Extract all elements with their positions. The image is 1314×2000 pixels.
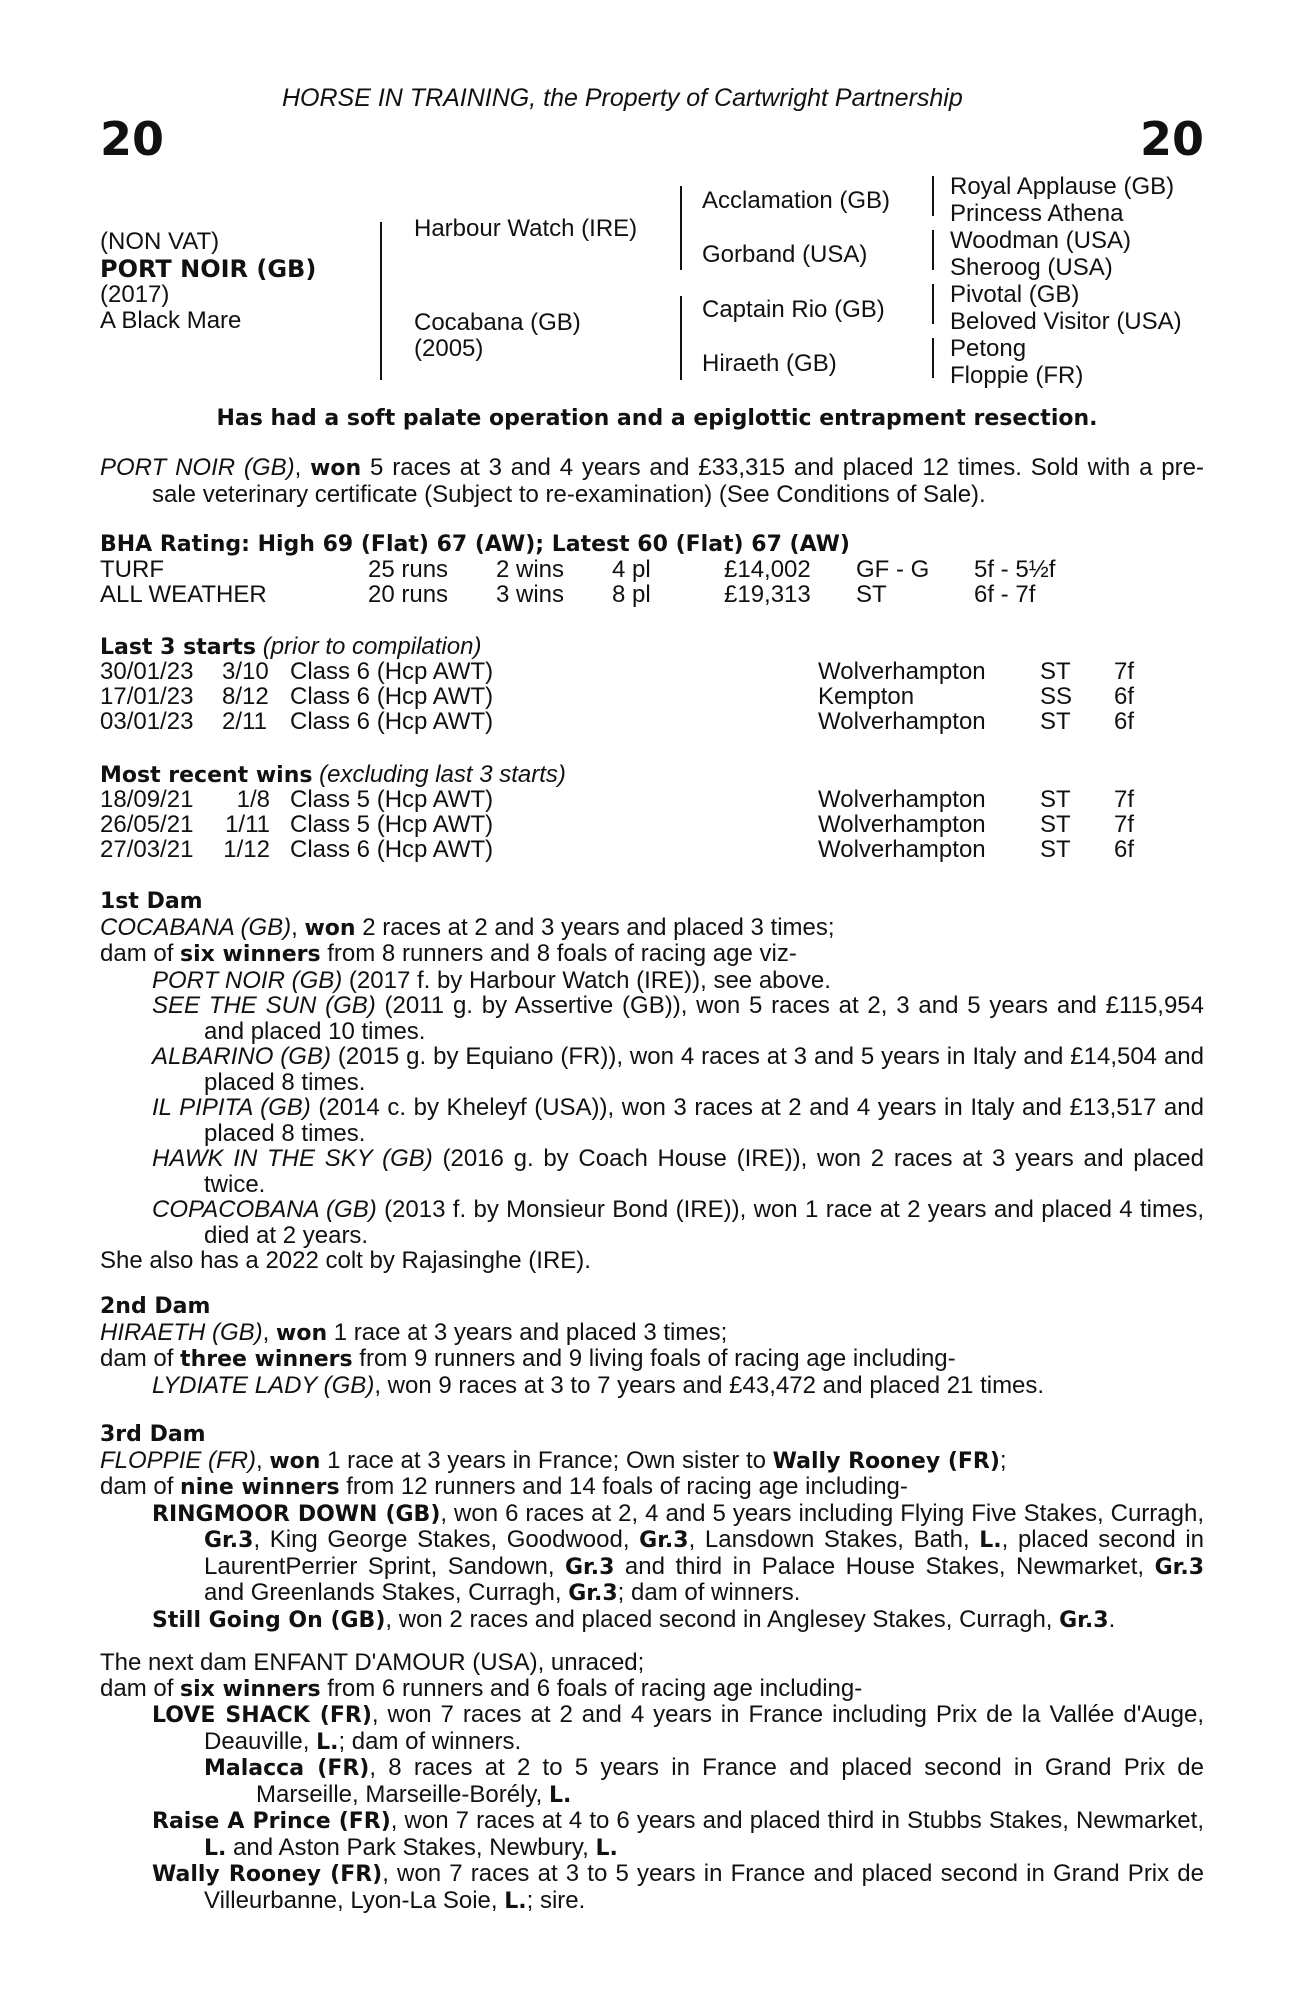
first-dam-section: 1st Dam COCABANA (GB), won 2 races at 2 and 3 years and placed 3 times; dam of six winners from 8 runners and 8 foals of racing age viz- PORT NOIR (GB) (2017 f. by Harbour Watch (IRE)), see above. SEE THE SUN (GB) (2011 g. by Assertive (GB)), won 5 races at 2, 3 and 5 years and £115,954 and placed 10 times. ALBARINO (GB) (2015 g. by Equiano (FR)), won 4 races at 3 and 5 years in Italy and £14,504 and placed 8 times. IL PIPITA (GB) (2014 c. by Kheleyf (USA)), won 3 races at 2 and 4 years in Italy and £13,517 and placed 8 times. HAWK IN THE SKY (GB) (2016 g. by Coach House (IRE)), won 2 races at 3 years and placed twice. COPACOBANA (GB) (2013 f. by Monsieur Bond (IRE)), won 1 race at 2 years and placed 4 times, died at 2 years. She also has a 2022 colt by Rajasinghe (IRE). xyxy=(100,889,1205,1274)
rating-runs: 20 runs xyxy=(368,581,449,608)
listed-grade: L. xyxy=(204,1835,227,1861)
dam-of-label: dam of xyxy=(100,940,181,967)
progeny-name: LOVE SHACK (FR) xyxy=(152,1703,372,1728)
start-course: Kempton xyxy=(818,683,915,710)
summary-won: won xyxy=(310,456,362,481)
last-starts-title: Last 3 starts xyxy=(100,635,257,660)
win-date: 18/09/21 xyxy=(100,786,194,813)
next-dam-intro: The next dam ENFANT D'AMOUR (USA), unraced; xyxy=(100,1649,645,1676)
own-sister-name: Wally Rooney (FR) xyxy=(772,1448,1000,1474)
start-date: 03/01/23 xyxy=(100,708,194,735)
rating-row-all-weather xyxy=(100,582,1200,607)
progeny-record: ; dam of winners. xyxy=(617,1579,801,1606)
rating-wins: 2 wins xyxy=(496,556,565,583)
progeny-name: Raise A Prince (FR) xyxy=(152,1809,391,1834)
third-dam-record: 1 race at 3 years in France; Own sister to xyxy=(320,1446,773,1474)
start-course: Wolverhampton xyxy=(818,708,986,735)
recent-wins-title: Most recent wins xyxy=(100,763,313,788)
second-dam-heading: 2nd Dam xyxy=(100,1294,211,1319)
start-position: 3/10 xyxy=(222,658,269,685)
pedigree-brace-2 xyxy=(680,186,682,270)
bha-rating: BHA Rating: High 69 (Flat) 67 (AW); Latest 60 (Flat) 67 (AW) xyxy=(100,532,850,557)
progeny-record: ; dam of winners. xyxy=(338,1727,522,1755)
listed-grade: L. xyxy=(979,1528,1002,1553)
group-grade: Gr.3 xyxy=(564,1554,615,1580)
second-dam-record: 1 race at 3 years and placed 3 times; xyxy=(327,1318,728,1346)
first-dam-also: She also has a 2022 colt by Rajasinghe (IRE). xyxy=(100,1247,591,1274)
progeny-name: PORT NOIR (GB) xyxy=(152,966,343,994)
punctuation: ; xyxy=(999,1446,1007,1474)
pedigree-sire-sire: Acclamation (GB) xyxy=(702,187,891,214)
win-class: Class 6 (Hcp AWT) xyxy=(290,836,494,863)
punctuation: . xyxy=(1108,1605,1116,1633)
dam-of-label: dam of xyxy=(100,1473,181,1500)
progeny-record: , 8 races at 2 to 5 years in France and placed second in Grand Prix de Marseille, Marseille-Borély, xyxy=(256,1754,1205,1808)
next-dam-winners: six winners xyxy=(180,1676,321,1702)
progeny-record: ; sire. xyxy=(526,1886,586,1914)
pedigree-g1: Royal Applause (GB) xyxy=(950,173,1175,200)
progeny-name: Still Going On (GB) xyxy=(152,1607,386,1633)
start-distance: 6f xyxy=(1114,683,1135,710)
progeny-name: ALBARINO (GB) xyxy=(152,1043,331,1070)
vat-status: (NON VAT) xyxy=(100,228,220,255)
rating-runs: 25 runs xyxy=(368,556,449,583)
next-dam-foals: from 6 runners and 6 foals of racing age including- xyxy=(320,1674,863,1702)
second-dam-section: 2nd Dam HIRAETH (GB), won 1 race at 3 years and placed 3 times; dam of three winners from 9 runners and 9 living foals of racing age including- LYDIATE LADY (GB), won 9 races at 3 to 7 years and £43,472 and placed 21 times. xyxy=(100,1294,1045,1399)
progeny-name: LYDIATE LADY (GB) xyxy=(152,1371,375,1399)
rating-distance: 6f - 7f xyxy=(974,581,1036,608)
rating-placed: 4 pl xyxy=(612,556,651,583)
last-starts-heading xyxy=(100,634,481,660)
win-course: Wolverhampton xyxy=(818,786,986,813)
third-dam-winners: nine winners xyxy=(180,1475,340,1500)
first-dam-winners: six winners xyxy=(180,942,321,967)
race-summary: PORT NOIR (GB), won 5 races at 3 and 4 years and £33,315 and placed 12 times. Sold with a pre-sale veterinary certificate (Subject to re-examination) (See Conditions of Sale). xyxy=(100,454,1204,508)
win-going: ST xyxy=(1040,786,1071,813)
progeny-record: (2014 c. by Kheleyf (USA)), won 3 races at 2 and 4 years in Italy and £13,517 and placed 8 times. xyxy=(204,1094,1204,1147)
rating-surface: ALL WEATHER xyxy=(100,581,267,608)
start-going: ST xyxy=(1040,658,1071,685)
start-course: Wolverhampton xyxy=(818,658,986,685)
dam-of-label: dam of xyxy=(100,1345,181,1372)
progeny-record: , King George Stakes, Goodwood, xyxy=(253,1526,640,1553)
rating-row-turf xyxy=(100,557,1200,582)
progeny-record: (2016 g. by Coach House (IRE)), won 2 races at 3 years and placed twice. xyxy=(204,1145,1204,1198)
group-grade: Gr.3 xyxy=(204,1528,254,1553)
start-date: 30/01/23 xyxy=(100,658,194,685)
start-going: ST xyxy=(1040,708,1071,735)
win-course: Wolverhampton xyxy=(818,811,986,838)
progeny-record: , Lansdown Stakes, Bath, xyxy=(688,1526,980,1553)
start-row xyxy=(100,659,1200,684)
listed-grade: L. xyxy=(595,1835,618,1861)
rating-wins: 3 wins xyxy=(496,581,565,608)
win-date: 26/05/21 xyxy=(100,811,194,838)
listed-grade: L. xyxy=(504,1888,527,1914)
group-grade: Gr.3 xyxy=(568,1581,618,1606)
start-position: 8/12 xyxy=(222,683,269,710)
win-row xyxy=(100,787,1200,812)
group-grade: Gr.3 xyxy=(1059,1607,1109,1633)
first-dam-won: won xyxy=(304,915,356,941)
first-dam-name: COCABANA (GB) xyxy=(100,913,292,941)
group-grade: Gr.3 xyxy=(1154,1554,1204,1580)
summary-text: 5 races at 3 and 4 years and £33,315 and placed 12 times. Sold with a pre-sale veterinary certificate (Subject to re-examination) (See Conditions of Sale). xyxy=(152,454,1204,508)
second-dam-name: HIRAETH (GB) xyxy=(100,1318,263,1346)
pedigree-g7: Petong xyxy=(950,335,1027,362)
pedigree-g2: Princess Athena xyxy=(950,200,1124,227)
first-dam-record: 2 races at 2 and 3 years and placed 3 times; xyxy=(355,913,835,941)
progeny-record: (2013 f. by Monsieur Bond (IRE)), won 1 race at 2 years and placed 4 times, died at 2 years. xyxy=(204,1196,1204,1249)
pedigree-dam-sire: Captain Rio (GB) xyxy=(702,296,885,323)
pedigree-g4: Sheroog (USA) xyxy=(950,254,1113,281)
progeny-record: , won 7 races at 3 to 5 years in France and placed second in Grand Prix de Villeurbanne, Lyon-La Soie, xyxy=(204,1860,1204,1914)
summary-horse-name: PORT NOIR (GB) xyxy=(100,454,295,481)
pedigree-dam: Cocabana (GB) xyxy=(414,309,581,336)
second-dam-foals: from 9 runners and 9 living foals of racing age including- xyxy=(352,1345,956,1372)
progeny-record: and Aston Park Stakes, Newbury, xyxy=(226,1833,596,1861)
pedigree-dam-dam: Hiraeth (GB) xyxy=(702,350,837,377)
win-distance: 6f xyxy=(1114,836,1135,863)
pedigree-g5: Pivotal (GB) xyxy=(950,281,1080,308)
third-dam-won: won xyxy=(269,1448,321,1474)
start-class: Class 6 (Hcp AWT) xyxy=(290,683,494,710)
progeny-name: IL PIPITA (GB) xyxy=(152,1094,311,1121)
pedigree-g3: Woodman (USA) xyxy=(950,227,1131,254)
progeny-record: , won 9 races at 3 to 7 years and £43,472 and placed 21 times. xyxy=(374,1371,1045,1399)
win-row xyxy=(100,812,1200,837)
veterinary-notice: Has had a soft palate operation and a epiglottic entrapment resection. xyxy=(216,406,1098,431)
pedigree-sire-dam: Gorband (USA) xyxy=(702,241,868,268)
win-position: 1/12 xyxy=(223,836,270,863)
win-going: ST xyxy=(1040,836,1071,863)
listed-grade: L. xyxy=(316,1729,339,1755)
dam-of-label: dam of xyxy=(100,1674,181,1702)
rating-placed: 8 pl xyxy=(612,581,651,608)
progeny-record: , placed second in LaurentPerrier Sprint, Sandown, xyxy=(204,1526,1205,1580)
rating-surface: TURF xyxy=(100,556,164,583)
start-distance: 7f xyxy=(1114,658,1135,685)
progeny-record: , won 7 races at 2 and 4 years in France including Prix de la Vallée d'Auge, Deauville, xyxy=(204,1701,1204,1755)
win-distance: 7f xyxy=(1114,786,1135,813)
progeny-name: COPACOBANA (GB) xyxy=(152,1196,377,1223)
pedigree-dam-year: (2005) xyxy=(414,335,484,362)
rating-going: ST xyxy=(856,581,887,608)
win-course: Wolverhampton xyxy=(818,836,986,863)
horse-description: A Black Mare xyxy=(100,307,242,334)
start-class: Class 6 (Hcp AWT) xyxy=(290,708,494,735)
rating-going: GF - G xyxy=(856,556,930,583)
third-dam-name: FLOPPIE (FR) xyxy=(100,1446,257,1474)
pedigree-brace-6 xyxy=(932,284,934,324)
pedigree-brace-5 xyxy=(932,230,934,270)
progeny-record: (2017 f. by Harbour Watch (IRE)), see above. xyxy=(342,966,831,994)
pedigree-brace-7 xyxy=(932,338,934,378)
third-dam-section: 3rd Dam FLOPPIE (FR), won 1 race at 3 years in France; Own sister to Wally Rooney (FR); dam of nine winners from 12 runners and 14 foals of racing age including- RINGMOOR DOWN (GB), won 6 races at 2, 4 and 5 years including Flying Five Stakes, Curragh, Gr.3, King George Stakes, Goodwood, Gr.3, Lansdown Stakes, Bath, L., placed second in LaurentPerrier Sprint, Sandown, Gr.3 and third in Palace House Stakes, Newmarket, Gr.3 and Greenlands Stakes, Curragh, Gr.3; dam of winners. Still Going On (GB), won 2 races and placed second in Anglesey Stakes, Curragh, Gr.3. xyxy=(100,1422,1205,1633)
group-grade: Gr.3 xyxy=(639,1528,689,1553)
horse-year: (2017) xyxy=(100,281,170,308)
horse-name: PORT NOIR (GB) xyxy=(100,255,317,283)
third-dam-heading: 3rd Dam xyxy=(100,1422,206,1447)
progeny-name: Wally Rooney (FR) xyxy=(152,1862,383,1887)
progeny-name: Malacca (FR) xyxy=(204,1756,370,1781)
start-distance: 6f xyxy=(1114,708,1135,735)
rating-prize-money: £19,313 xyxy=(724,581,811,608)
lot-number-left: 20 xyxy=(100,112,165,166)
progeny-name: RINGMOOR DOWN (GB) xyxy=(152,1501,441,1527)
next-dam-section xyxy=(100,1650,1204,1914)
second-dam-winners: three winners xyxy=(180,1347,353,1372)
first-dam-foals: from 8 runners and 8 foals of racing age viz- xyxy=(320,940,797,967)
progeny-record: and Greenlands Stakes, Curragh, xyxy=(204,1579,569,1606)
pedigree-brace-4 xyxy=(932,176,934,216)
pedigree-brace-1 xyxy=(380,222,382,380)
win-position: 1/11 xyxy=(225,811,270,838)
catalogue-header: HORSE IN TRAINING, the Property of Cartwright Partnership xyxy=(282,84,963,112)
pedigree-g8: Floppie (FR) xyxy=(950,362,1084,389)
progeny-record: and third in Palace House Stakes, Newmarket, xyxy=(614,1552,1155,1580)
progeny-record: , won 2 races and placed second in Anglesey Stakes, Curragh, xyxy=(385,1605,1060,1633)
start-going: SS xyxy=(1040,683,1073,710)
recent-wins-heading xyxy=(100,762,566,788)
start-row xyxy=(100,684,1200,709)
progeny-record: (2011 g. by Assertive (GB)), won 5 races at 2, 3 and 5 years and £115,954 and placed 10 times. xyxy=(204,992,1205,1045)
progeny-record: , won 6 races at 2, 4 and 5 years including Flying Five Stakes, Curragh, xyxy=(440,1499,1205,1527)
progeny-name: SEE THE SUN (GB) xyxy=(152,992,376,1019)
win-class: Class 5 (Hcp AWT) xyxy=(290,811,494,838)
listed-grade: L. xyxy=(548,1782,572,1808)
second-dam-won: won xyxy=(276,1320,328,1346)
progeny-record: (2015 g. by Equiano (FR)), won 4 races at 3 and 5 years in Italy and £14,504 and placed 8 times. xyxy=(204,1043,1204,1096)
win-distance: 7f xyxy=(1114,811,1135,838)
win-class: Class 5 (Hcp AWT) xyxy=(290,786,494,813)
pedigree-sire: Harbour Watch (IRE) xyxy=(414,215,638,242)
progeny-name: HAWK IN THE SKY (GB) xyxy=(152,1145,433,1172)
win-row xyxy=(100,837,1200,862)
pedigree-brace-3 xyxy=(680,296,682,380)
last-starts-note: (prior to compilation) xyxy=(262,633,482,660)
rating-prize-money: £14,002 xyxy=(724,556,811,583)
lot-number-right: 20 xyxy=(1140,112,1205,166)
recent-wins-note: (excluding last 3 starts) xyxy=(319,761,566,788)
start-position: 2/11 xyxy=(222,708,267,735)
progeny-record: , won 7 races at 4 to 6 years and placed third in Stubbs Stakes, Newmarket, xyxy=(390,1807,1204,1834)
win-position: 1/8 xyxy=(236,786,270,813)
win-date: 27/03/21 xyxy=(100,836,194,863)
start-date: 17/01/23 xyxy=(100,683,194,710)
win-going: ST xyxy=(1040,811,1071,838)
start-class: Class 6 (Hcp AWT) xyxy=(290,658,494,685)
start-row xyxy=(100,709,1200,734)
first-dam-heading: 1st Dam xyxy=(100,889,203,914)
third-dam-foals: from 12 runners and 14 foals of racing age including- xyxy=(339,1473,908,1500)
pedigree-g6: Beloved Visitor (USA) xyxy=(950,308,1182,335)
rating-distance: 5f - 5½f xyxy=(974,556,1056,583)
